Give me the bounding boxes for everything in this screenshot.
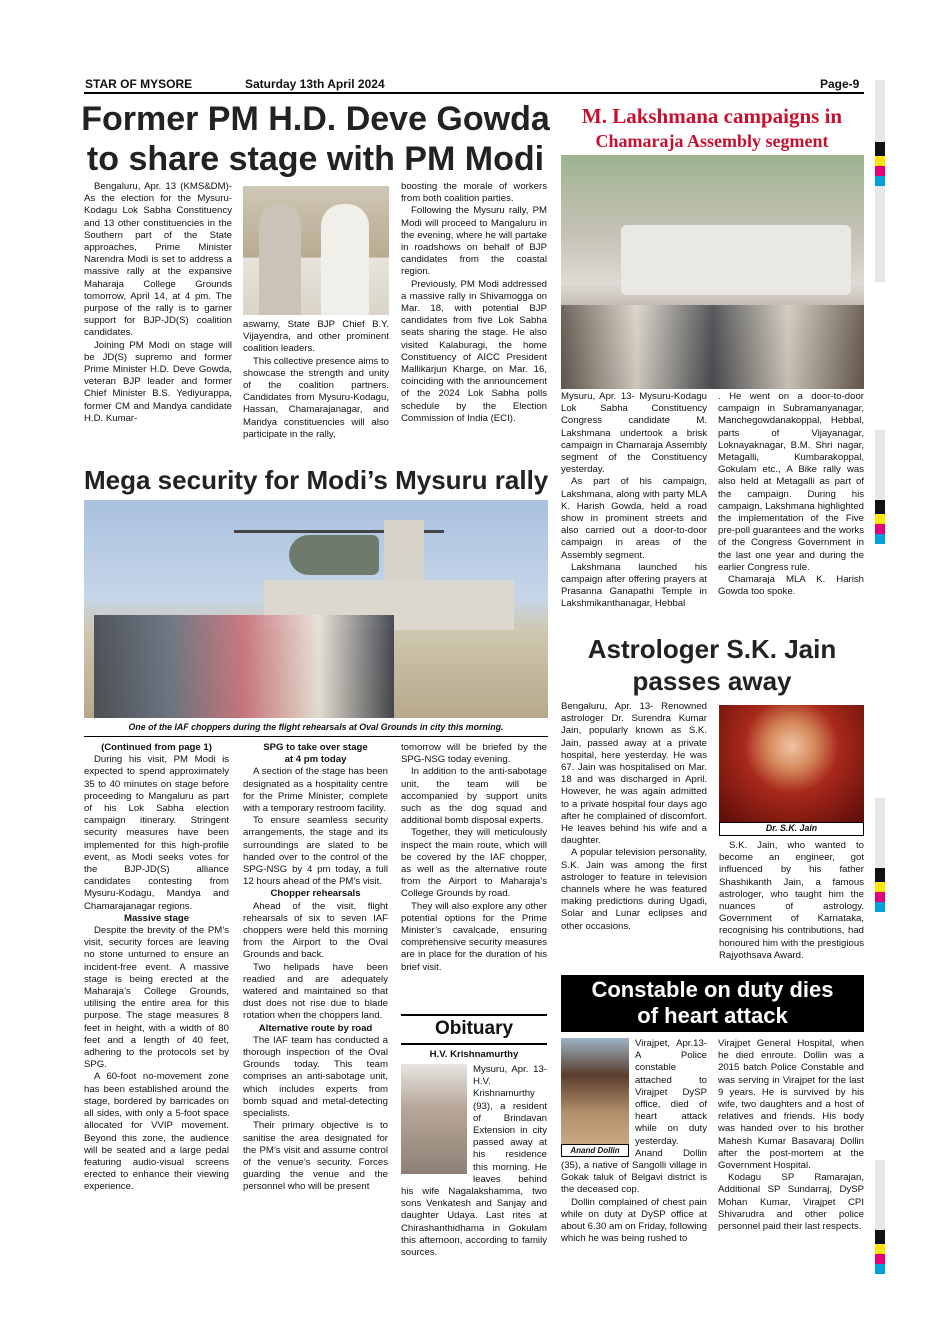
deve-headline-2: to share stage with PM Modi (86, 140, 545, 178)
masthead-name: STAR OF MYSORE (85, 77, 193, 91)
masthead-date: Saturday 13th April 2024 (245, 77, 385, 91)
paragraph: They will also explore any other potential options for the Prime Minister’s cavalcade, ensuring comprehensive security measures are in place for the duration of his brief visit. (401, 900, 547, 973)
security-col-1 (84, 742, 229, 1194)
obituary-photo (401, 1064, 467, 1174)
deve-col-1 (84, 181, 232, 425)
paragraph: Virajpet General Hospital, when he died enroute. Dollin was a 2015 batch Police Constable and was serving in Virajpet for the last 9 years. He is survived by his wife, two daughters and a host of relatives and friends. His body was handed over to his brother Mahesh Kumar Basavaraj Dollin after the post-mortem at the Government Hospital. (718, 1038, 864, 1172)
registration-yellow (875, 156, 885, 166)
security-headline: Mega security for Modi’s Mysuru rally (84, 465, 549, 495)
helicopter-shape (289, 535, 379, 575)
registration-cyan (875, 1264, 885, 1274)
registration-bar (875, 1160, 885, 1230)
continued-note: (Continued from page 1) (101, 742, 212, 753)
security-col-2 (243, 742, 388, 1194)
people-group (94, 615, 394, 718)
paragraph: To ensure seamless security arrangements, the stage and its surroundings are slated to be handed over to the control of the SPG-NSG by 4 pm today, a full 12 hours ahead of the PM’s visit. (243, 815, 388, 888)
person-figure (259, 204, 301, 315)
paragraph: . He went on a door-to-door campaign in Subramanyanagar, Manchegowdanakoppal, Hebbal, parts of Vijayanagar, Loknayaknagar, B.M. Shri nagar, Metagalli, Kumbarakoppal, Gokulam etc., A Bike rally was also held at Metagalli as part of the campaign. During his campaign, Lakshmana highlighted the implementation of the Five pre-poll guarantees and the works of the Congress Government in the last one year and during the earlier Congress rule. (718, 391, 864, 573)
jain-photo (719, 705, 864, 822)
jain-col-2 (719, 840, 864, 962)
registration-cyan (875, 534, 885, 544)
paragraph: aswamy, State BJP Chief B.Y. Vijayendra, and other prominent coalition leaders. (243, 319, 389, 355)
deve-headline-1: Former PM H.D. Deve Gowda (81, 100, 550, 138)
constable-photo-wrap (561, 1038, 629, 1157)
registration-bar (875, 80, 885, 142)
paragraph: tomorrow will be briefed by the SPG-NSG today evening. (401, 742, 547, 766)
paragraph: In addition to the anti-sabotage unit, the team will be accompanied by support units such as the dog squad and additional bomb disposal experts. (401, 766, 547, 827)
constable-headline-2: of heart attack (637, 1003, 788, 1028)
registration-yellow (875, 882, 885, 892)
paragraph: Mysuru, Apr. 13- Mysuru-Kodagu Lok Sabha Constituency Congress candidate M. Lakshmana undertook a brisk campaign in Chamaraja Assembly segment of the Constituency yesterday. (561, 391, 707, 476)
registration-black (875, 500, 885, 514)
paragraph: Despite the brevity of the PM’s visit, security forces are leaving no stone unturned to ensure an incident-free event. A massive stage is being erected at the Maharaja’s College Grounds, utilising the entire area for this purpose. The stage measures 8 feet in height, with a width of 80 feet and a length of 40 feet, adhering to the protocols set by SPG. (84, 925, 229, 1071)
crowd-shape (561, 305, 864, 389)
subhead: Chopper rehearsals (270, 888, 361, 900)
constable-col-1 (561, 1038, 707, 1245)
paragraph: Following the Mysuru rally, PM Modi will proceed to Mangaluru in the evening, where he will partake in roadshows on behalf of BJP candidates from the coastal region. (401, 205, 547, 278)
header-rule (84, 92, 864, 94)
registration-magenta (875, 1254, 885, 1264)
paragraph: S.K. Jain, who wanted to become an engineer, got influenced by his father Shashikanth Jain, a famous astrologer, who taught him the nuances of astrology. Government of Karnataka, recognising his contributions, had honoured him with the prestigious Rajyothsava Award. (719, 840, 864, 961)
obituary-name: H.V. Krishnamurthy (429, 1049, 519, 1060)
paragraph: Ahead of the visit, flight rehearsals of six to seven IAF choppers were held this morning from the Airport to the Oval Grounds and back. (243, 900, 388, 961)
deve-col-2 (243, 319, 389, 441)
registration-bar (875, 186, 885, 282)
paragraph: A 60-foot no-movement zone has been established around the stage, bordered by barricades on all sides, with only a 5-foot space allocated for VVIP movement. Beyond this zone, the audience will be seated and a large pedal featuring audio-visual screens erected to enhance their viewing experience. (84, 1071, 229, 1193)
page-number: Page-9 (820, 77, 860, 91)
security-col-3 (401, 742, 547, 974)
paragraph: Joining PM Modi on stage will be JD(S) supremo and former Prime Minister H.D. Deve Gowda, veteran BJP leader and former Chief Minister B.S. Yediyurappa, former CM and Mandya candidate H.D. Kumar- (84, 339, 232, 424)
paragraph: Two helipads have been readied and are adequately watered and maintained so that dust does not rise due to blade rotation when the choppers land. (243, 961, 388, 1022)
obituary-rule-top (401, 1014, 547, 1016)
paragraph: A popular television personality, S.K. Jain was among the first astrologer to feature in television channels where he was featured making predictions during Ugadi, Solar and Lunar eclipses and other occasions. (561, 847, 707, 932)
security-photo-caption: One of the IAF choppers during the flight rehearsals at Oval Grounds in city this morning. (128, 722, 504, 732)
lakshmana-headline-1: M. Lakshmana campaigns in (581, 104, 843, 128)
obituary-wrap-text (401, 1064, 547, 1259)
modi-gowda-photo (243, 186, 389, 315)
subhead: SPG to take over stage (263, 742, 368, 753)
lakshmana-col-2 (718, 391, 864, 598)
vehicle-shape (621, 225, 851, 295)
obituary-lead: Mysuru, Apr. 13- H.V. Krishnamurthy (93), a resident of Brindavan Extension in city passed away at his residence this morning. He leaves (473, 1064, 547, 1185)
paragraph: As part of his campaign, Lakshmana, along with party MLA K. Harish Gowda, held a road show in prominent streets and also carried out a door-to-door campaign in areas of the Assembly segment. (561, 476, 707, 561)
paragraph: Their primary objective is to sanitise the area designated for the PM’s visit and assume control of the venue’s security. Forces guarding the venue and the personnel who will be present (243, 1120, 388, 1193)
jain-col-1 (561, 701, 707, 933)
registration-black (875, 1230, 885, 1244)
registration-yellow (875, 514, 885, 524)
registration-magenta (875, 524, 885, 534)
paragraph: Bengaluru, Apr. 13 (KMS&DM)- As the election for the Mysuru-Kodagu Lok Sabha Constituency and 13 other constituencies in the Southern part of the State approaches, Prime Minister Narendra Modi is set to address a massive rally at the expansive Maharaja College Grounds tomorrow, April 14, at 4 pm. The purpose of the rally is to garner support for BJP-JD(S) coalition candidates. (84, 181, 232, 339)
paragraph: Kodagu SP Ramarajan, Additional SP Sundarraj, DySP Mohan Kumar, Virajpet CPI Shivarudra and other police personnel paid their last respects. (718, 1172, 864, 1233)
subhead: at 4 pm today (284, 754, 347, 766)
jain-headline-2: passes away (632, 666, 792, 696)
paragraph: Chamaraja MLA K. Harish Gowda too spoke. (718, 574, 864, 598)
obituary-title: Obituary (434, 1018, 514, 1039)
helicopter-photo (84, 500, 548, 718)
registration-bar (875, 798, 885, 868)
jain-headline-1: Astrologer S.K. Jain (587, 634, 837, 664)
deve-col-3 (401, 181, 547, 425)
registration-bar (875, 430, 885, 500)
paragraph: Bengaluru, Apr. 13- Renowned astrologer Dr. Surendra Kumar Jain, popularly known as S.K. Jain, passed away at a private hospital, here yesterday. He was 67. Jain was hospitalised on Mar. 18 and was discharged in April. However, he was again admitted to a private hospital four days ago after he complained of discomfort. He leaves behind his wife and a daughter. (561, 701, 707, 847)
paragraph: The IAF team has conducted a thorough inspection of the Oval Grounds today. This team comprises an anti-sabotage unit, which includes experts from bomb squad and metal-detecting specialists. (243, 1034, 388, 1120)
paragraph: Lakshmana launched his campaign after offering prayers at Prasanna Ganapathi Temple in Lakshmikanthanagar, Hebbal (561, 561, 707, 610)
registration-magenta (875, 166, 885, 176)
caption-rule (84, 736, 548, 737)
paragraph: Dollin complained of chest pain while on duty at DySP office at about 6.30 am on Friday, following which he was being rushed to (561, 1196, 707, 1245)
constable-headline-1: Constable on duty dies (591, 977, 834, 1002)
person-figure (321, 204, 369, 315)
registration-magenta (875, 892, 885, 902)
constable-photo (561, 1038, 629, 1144)
registration-cyan (875, 902, 885, 912)
constable-col-2 (718, 1038, 864, 1233)
paragraph: Together, they will meticulously inspect the main route, which will be covered by the IAF chopper, as well as the alternative route from the Airport to Maharaja’s College Grounds by road. (401, 827, 547, 900)
paragraph: During his visit, PM Modi is expected to spend approximately 35 to 40 minutes on stage before proceeding to Mangaluru as part of his Lok Sabha election campaign itinerary. Stringent security measures have been implemented for this high-profile event, as Modi seeks votes for the BJP-JD(S) alliance candidates contesting from Mysuru-Kodagu, Mandya and Chamarajanagar regions. (84, 754, 229, 912)
paragraph: Previously, PM Modi addressed a massive rally in Shivamogga on Mar. 18, with potential BJP candidates from five Lok Sabha seats sharing the stage. He also visited Kalaburagi, the home Constituency of AICC President Mallikarjun Kharge, on Mar. 16, coinciding with the announcement of the 2024 Lok Sabha polls schedule by the Election Commission of India (ECI). (401, 278, 547, 424)
registration-yellow (875, 1244, 885, 1254)
registration-black (875, 868, 885, 882)
paragraph: A section of the stage has been designated as a hospitality centre for the Prime Minister, complete with a temporary restroom facility. (243, 766, 388, 815)
jain-caption: Dr. S.K. Jain (765, 823, 818, 833)
subhead: Alternative route by road (258, 1022, 373, 1034)
lakshmana-headline-2: Chamaraja Assembly segment (595, 131, 829, 151)
obituary-rest: behind his wife Nagalakshamma, two sons Venkatesh and Sanjay and daughter Udaya. Last rites at Chirashanthidhama in Gokulam this afternoon, according to family sources. (401, 1173, 547, 1259)
paragraph: boosting the morale of workers from both coalition parties. (401, 181, 547, 205)
subhead: Massive stage (123, 912, 190, 924)
roadshow-photo (561, 155, 864, 389)
lakshmana-col-1 (561, 391, 707, 611)
registration-cyan (875, 176, 885, 186)
paragraph: This collective presence aims to showcase the strength and unity of the coalition partners. Candidates from Mysuru-Kodagu, Hassan, Chamarajanagar, and Mandya constituencies will also participate in the rally, (243, 355, 389, 440)
obituary-rule-bottom (401, 1043, 547, 1045)
registration-black (875, 142, 885, 156)
constable-lead: Virajpet, Apr.13- A Police constable attached to Virajpet DySP office, died of heart attack while on duty yesterday. Anand Dollin (35), a native (561, 1038, 707, 1172)
constable-rest: of Sangolli village in Gokak taluk of Belgavi district is the deceased cop. (561, 1160, 707, 1196)
constable-caption: Anand Dollin (561, 1144, 629, 1157)
